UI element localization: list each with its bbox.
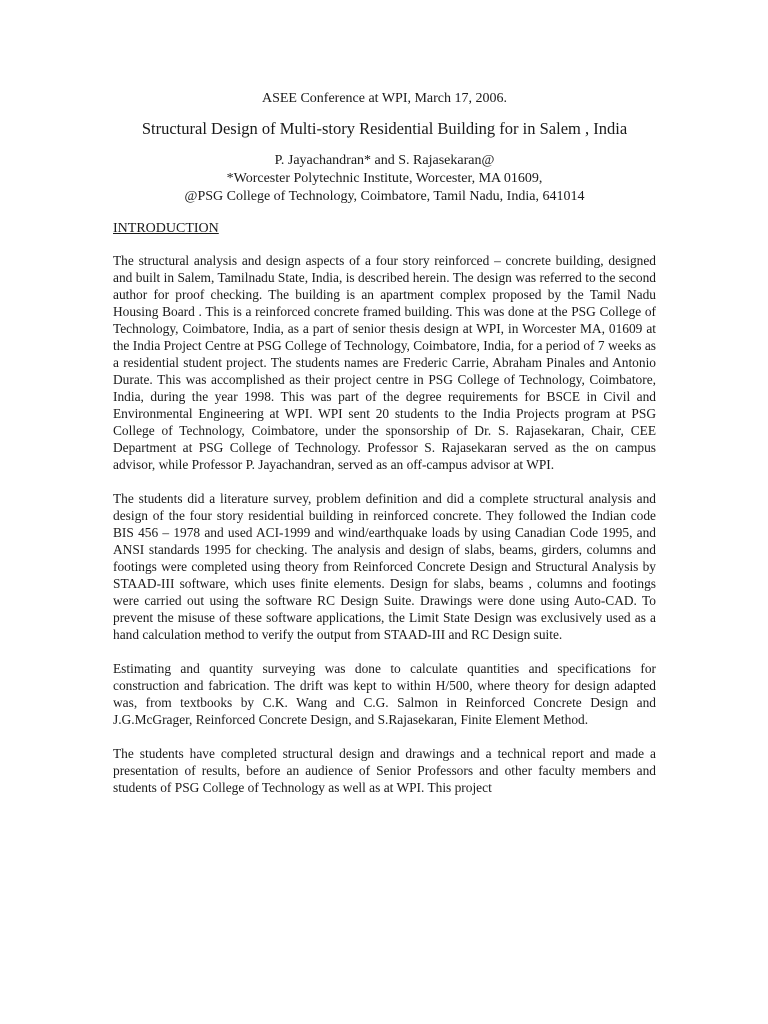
paragraph-2: The students did a literature survey, problem definition and did a complete structural analysis and design of the four story residential building in reinforced concrete. They followed the Indian code BIS 456 – 1978 and used ACI-1999 and wind/earthquake loads by using Canadian Code 1995, and ANSI standards 1995 for checking. The analysis and design of slabs, beams, girders, columns and footings were completed using theory from Reinforced Concrete Design and Structural Analysis by STAAD-III software, which uses finite elements. Design for slabs, beams , columns and footings were carried out using the software RC Design Suite. Drawings were done using Auto-CAD. To prevent the misuse of these software applications, the Limit State Design was exclusively used as a hand calculation method to verify the output from STAAD-III and RC Design suite. — [113, 491, 656, 642]
conference-line: ASEE Conference at WPI, March 17, 2006. — [261, 91, 508, 106]
affiliation-psg: @PSG College of Technology, Coimbatore, Tamil Nadu, India, 641014 — [184, 189, 585, 204]
paragraph-3: Estimating and quantity surveying was done to calculate quantities and specifications for construction and fabrication. The drift was kept to within H/500, where theory for design adapted was, from textbooks by C.K. Wang and C.G. Salmon in Reinforced Concrete Design and J.G.McGrager, Reinforced Concrete Design, and S.Rajasekaran, Finite Element Method. — [113, 661, 656, 727]
author-block — [113, 152, 656, 206]
paragraph-4: The students have completed structural design and drawings and a technical report and made a presentation of results, before an audience of Senior Professors and other faculty members and students of PSG College of Technology as well as at WPI. This project — [113, 746, 656, 795]
paper-title: Structural Design of Multi-story Residential Building for in Salem , India — [141, 119, 628, 138]
section-heading-introduction: INTRODUCTION — [113, 221, 219, 236]
document-page — [113, 90, 656, 813]
affiliation-wpi: *Worcester Polytechnic Institute, Worcester, MA 01609, — [226, 171, 543, 186]
paragraph-1: The structural analysis and design aspects of a four story reinforced – concrete building, designed and built in Salem, Tamilnadu State, India, is described herein. The design was referred to the second author for proof checking. The building is an apartment complex proposed by the Tamil Nadu Housing Board . This is a reinforced concrete framed building. This was done at the PSG College of Technology, Coimbatore, India, as a part of senior thesis design at WPI, in Worcester MA, 01609 at the India Project Centre at PSG College of Technology, Coimbatore, India, for a period of 7 weeks as a residential student project. The students names are Frederic Carrie, Abraham Pinales and Antonio Durate. This was accomplished as their project centre in PSG College of Technology, Coimbatore, India, during the year 1998. This was part of the degree requirements for BSCE in Civil and Environmental Engineering at WPI. WPI sent 20 students to the India Projects program at PSG College of Technology, Coimbatore, under the sponsorship of Dr. S. Rajasekaran, Chair, CEE Department at PSG College of Technology. Professor S. Rajasekaran served as the on campus advisor, while Professor P. Jayachandran, served as an off-campus advisor at WPI. — [113, 253, 656, 472]
author-names: P. Jayachandran* and S. Rajasekaran@ — [274, 153, 495, 168]
